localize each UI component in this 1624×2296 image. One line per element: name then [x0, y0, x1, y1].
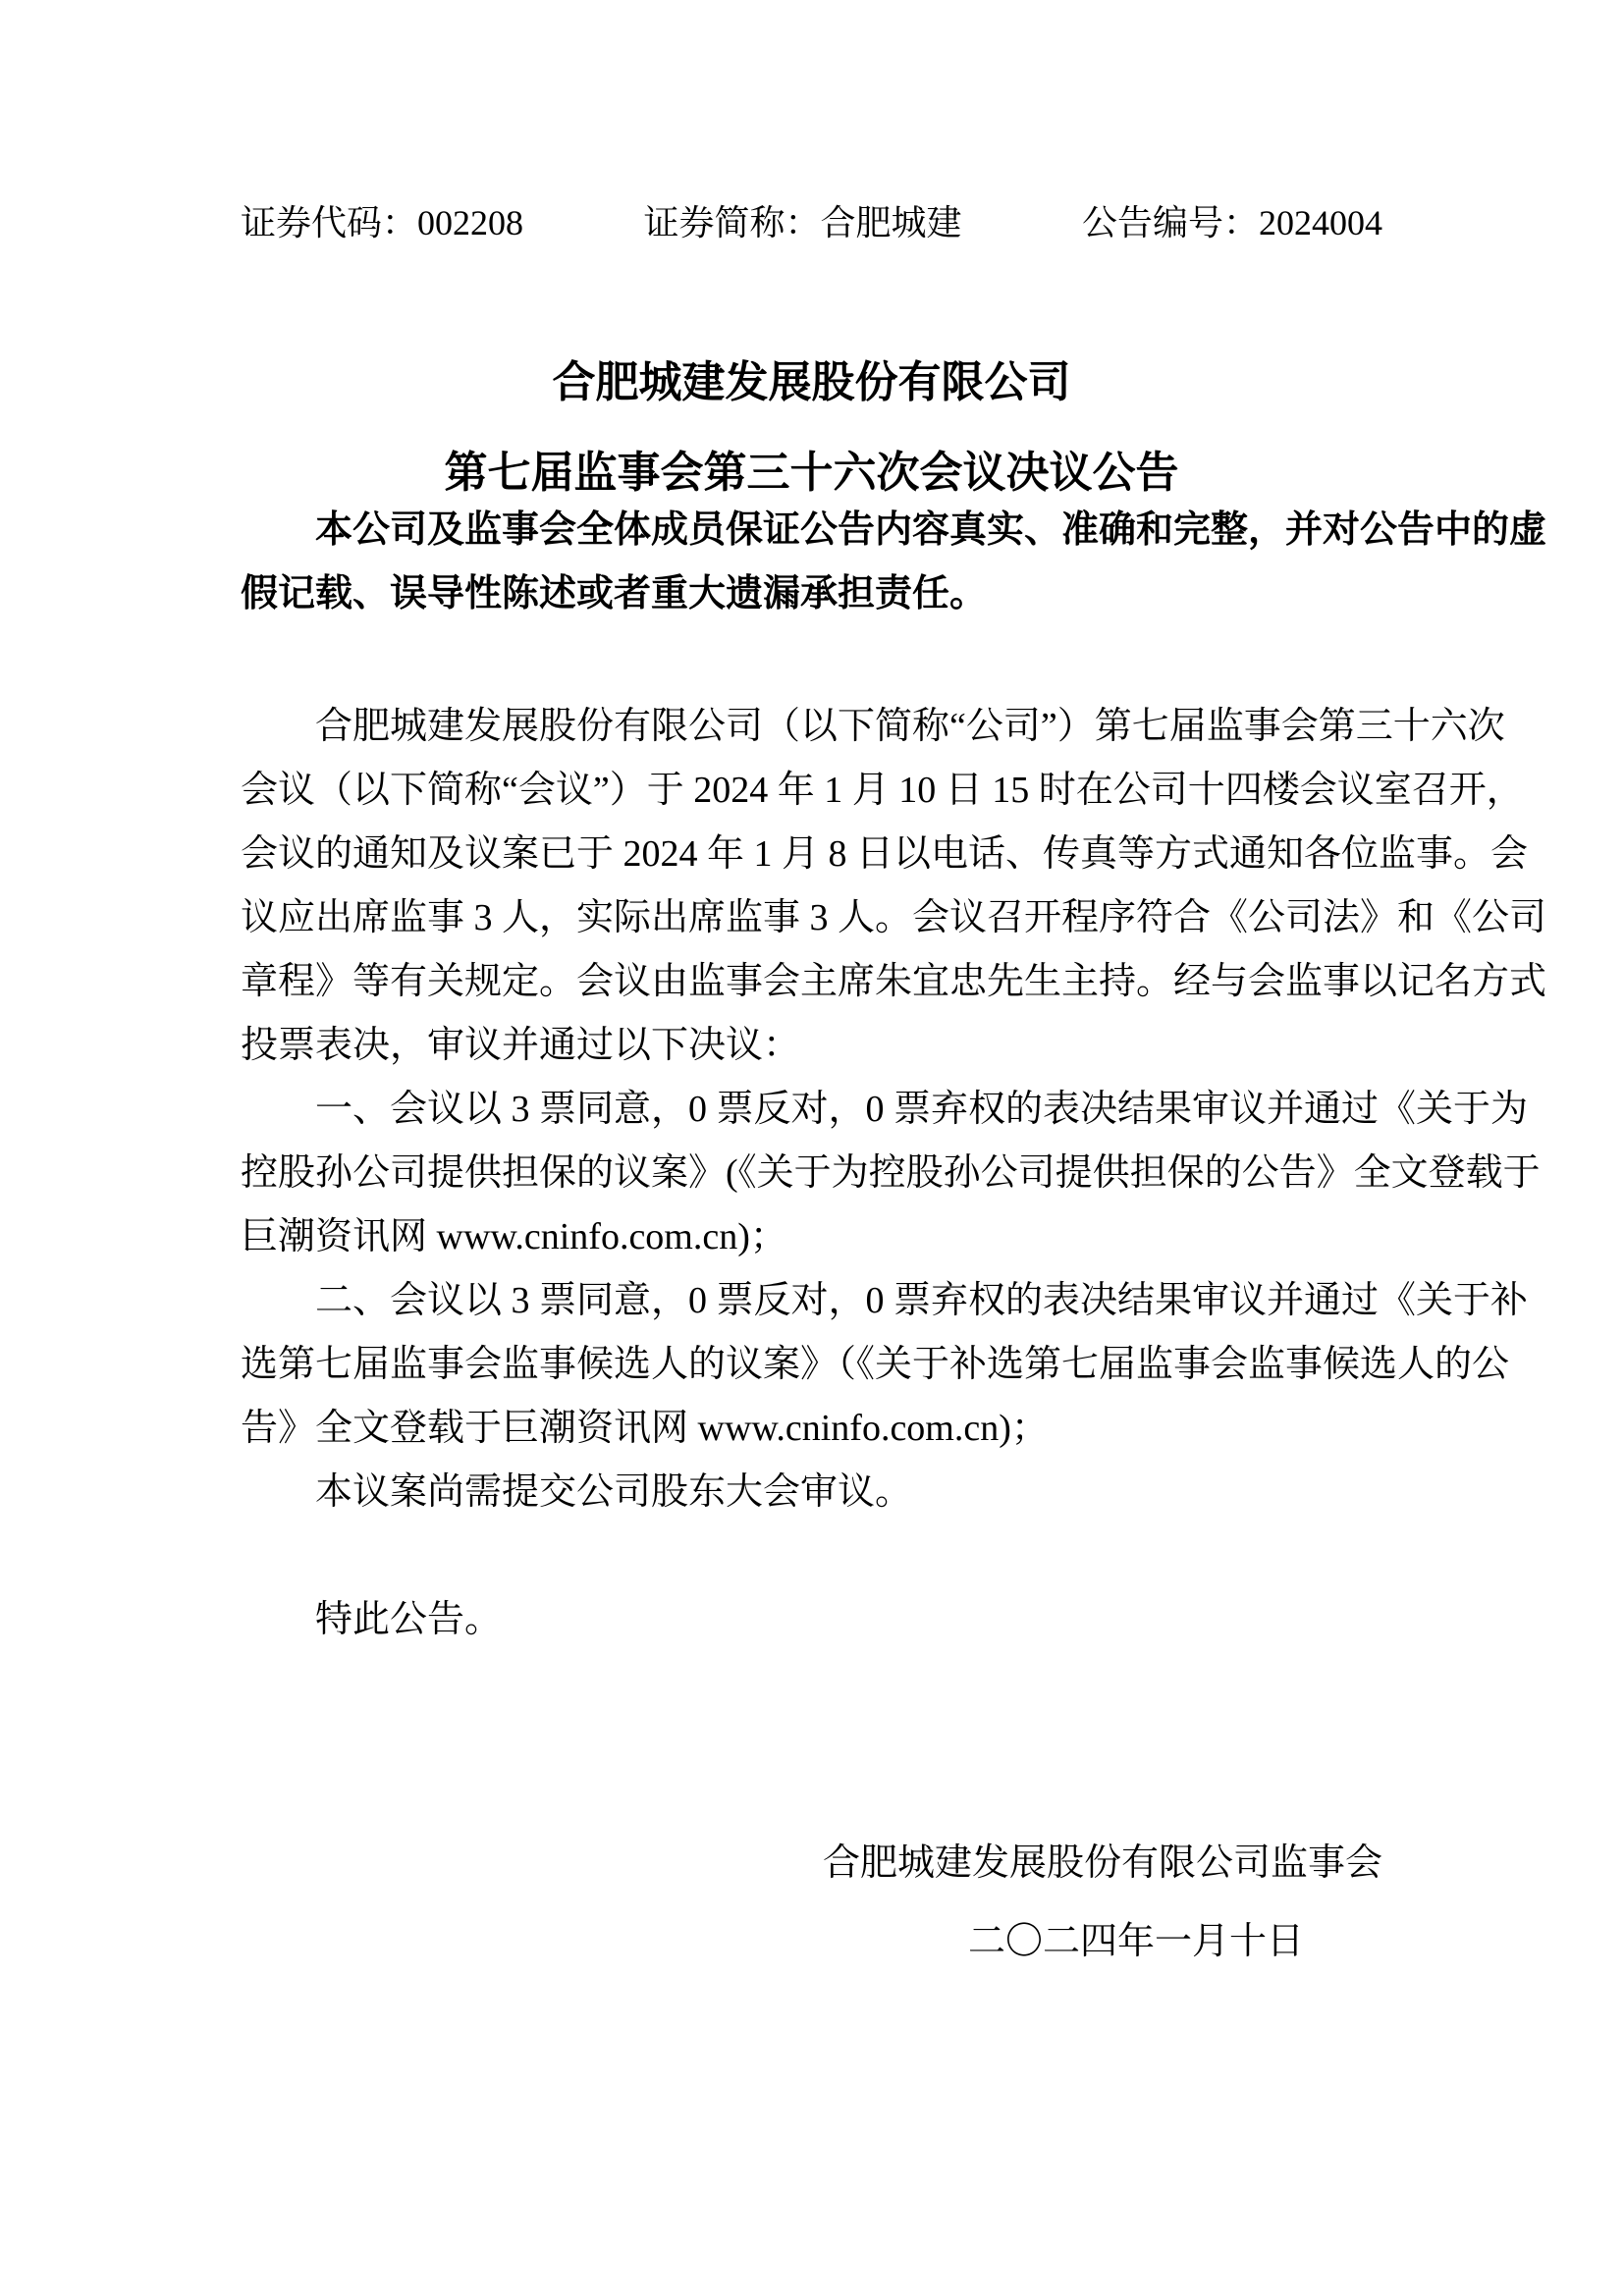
closing-line: 特此公告。 [315, 1599, 503, 1640]
signature-date: 二〇二四年一月十日 [967, 1921, 1304, 1962]
resolution-1-paragraph [241, 1078, 1541, 1269]
signature-company: 合肥城建发展股份有限公司监事会 [822, 1842, 1382, 1884]
submission-note-line: 本议案尚需提交公司股东大会审议。 [315, 1471, 913, 1513]
document-content [241, 0, 1547, 1981]
header-row [241, 0, 1382, 244]
document-subtitle: 第七届监事会第三十六次会议决议公告 [444, 449, 1179, 497]
meeting-line: 会议（以下简称“会议”）于 2024 年 1 月 10 日 15 时在公司十四楼会议室召开， [241, 770, 1524, 811]
submission-note-paragraph [241, 1461, 1382, 1524]
meeting-line: 议应出席监事 3 人，实际出席监事 3 人。会议召开程序符合《公司法》和《公司 [241, 897, 1547, 938]
notice-line: 假记载、误导性陈述或者重大遗漏承担责任。 [241, 573, 988, 614]
closing-paragraph [241, 1588, 1382, 1652]
resolution-2-line: 选第七届监事会监事候选人的议案》（《关于补选第七届监事会监事候选人的公 [241, 1344, 1510, 1385]
resolution-1-line: 巨潮资讯网 www.cninfo.com.cn)； [241, 1216, 787, 1257]
resolution-1-line: 控股孙公司提供担保的议案》(《关于为控股孙公司提供担保的公告》全文登载于 [241, 1152, 1541, 1194]
stock-code: 证券代码：002208 [241, 203, 524, 242]
notice-line: 本公司及监事会全体成员保证公告内容真实、准确和完整，并对公告中的虚 [315, 509, 1547, 551]
signature-block [241, 1824, 1382, 1981]
meeting-line: 合肥城建发展股份有限公司（以下简称“公司”）第七届监事会第三十六次 [315, 706, 1505, 747]
resolution-2-line: 告》全文登载于巨潮资讯网 www.cninfo.com.cn)； [241, 1408, 1049, 1449]
stock-abbreviation: 证券简称：合肥城建 [643, 203, 962, 242]
document-body [241, 695, 1547, 1981]
document-title: 合肥城建发展股份有限公司 [552, 358, 1071, 406]
meeting-line: 投票表决，审议并通过以下决议： [241, 1025, 801, 1066]
meeting-paragraph [241, 695, 1547, 1078]
resolution-2-line: 二、会议以 3 票同意，0 票反对，0 票弃权的表决结果审议并通过《关于补 [315, 1280, 1529, 1321]
notice-paragraph [241, 499, 1547, 626]
announcement-number: 公告编号：2024004 [1081, 203, 1382, 242]
meeting-line: 会议的通知及议案已于 2024 年 1 月 8 日以电话、传真等方式通知各位监事。会 [241, 833, 1529, 875]
meeting-line: 章程》等有关规定。会议由监事会主席朱宜忠先生主持。经与会监事以记名方式 [241, 961, 1547, 1002]
resolution-1-line: 一、会议以 3 票同意，0 票反对，0 票弃权的表决结果审议并通过《关于为 [315, 1089, 1529, 1130]
resolution-2-paragraph [241, 1269, 1529, 1461]
